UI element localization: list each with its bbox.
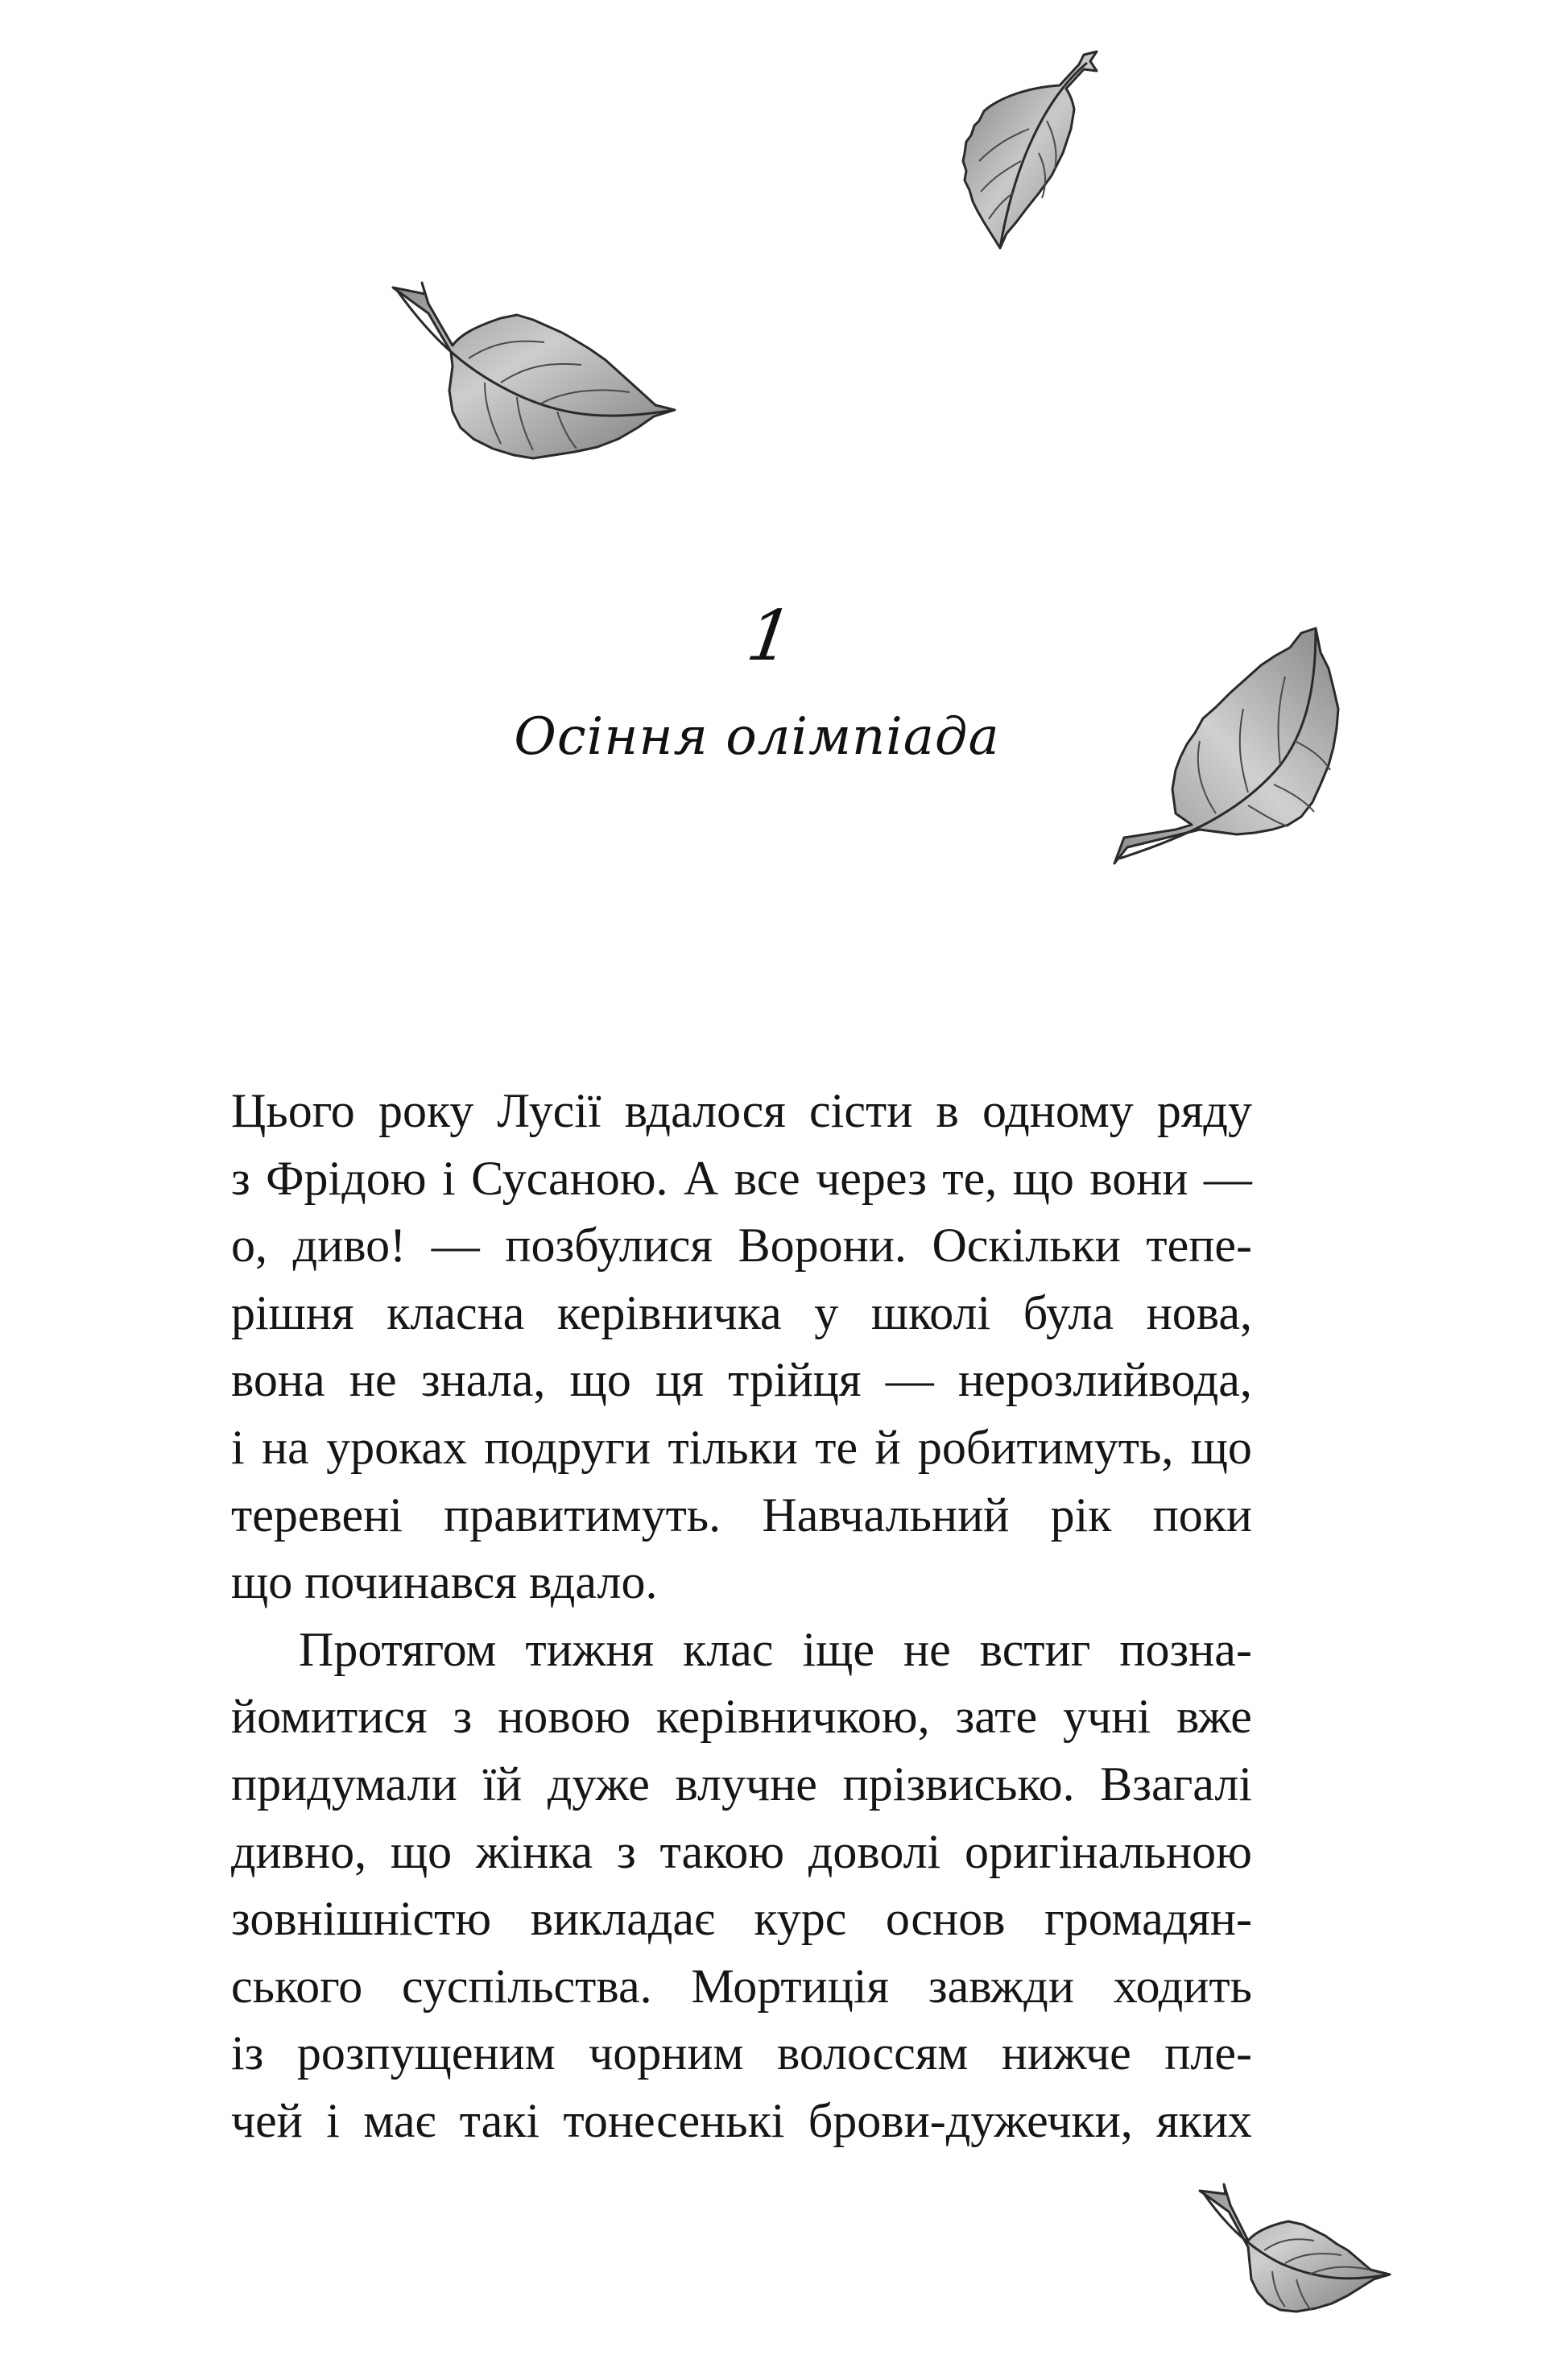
word: із bbox=[231, 2026, 264, 2080]
word: що bbox=[390, 1824, 453, 1878]
word: тонесенькі bbox=[563, 2093, 785, 2147]
paragraph-1 bbox=[231, 1078, 1252, 1616]
text-line bbox=[231, 1414, 1252, 1482]
leaf-icon bbox=[1184, 2167, 1401, 2328]
word: вона bbox=[231, 1353, 325, 1407]
text-line bbox=[231, 1885, 1252, 1953]
chapter-body bbox=[231, 1078, 1252, 2155]
word: суспільства. bbox=[402, 1959, 652, 2013]
chapter-number: 1 bbox=[742, 596, 798, 677]
word: Ворони. bbox=[738, 1219, 907, 1273]
word: влучне bbox=[675, 1757, 817, 1811]
word: оригінальною bbox=[965, 1824, 1252, 1878]
text-line bbox=[231, 1819, 1252, 1886]
word: рішня bbox=[231, 1285, 354, 1339]
word: була bbox=[1023, 1285, 1114, 1339]
word: те, bbox=[942, 1151, 998, 1205]
word: керівничкою, bbox=[655, 1690, 930, 1744]
word: правитимуть. bbox=[444, 1488, 721, 1542]
word: такою bbox=[659, 1824, 785, 1878]
word: те bbox=[815, 1420, 858, 1474]
word: Протягом bbox=[299, 1622, 497, 1676]
word: громадян- bbox=[1044, 1892, 1252, 1946]
word: і bbox=[231, 1420, 245, 1474]
word: ходить bbox=[1113, 1959, 1252, 2013]
word: трійця bbox=[728, 1353, 862, 1407]
word: тільки bbox=[668, 1420, 798, 1474]
word: брови-дужечки, bbox=[808, 2093, 1133, 2147]
word: о, bbox=[231, 1219, 267, 1273]
word: тепе- bbox=[1146, 1219, 1252, 1273]
word: школі bbox=[870, 1285, 991, 1339]
word: — bbox=[431, 1219, 480, 1273]
word: одному bbox=[982, 1084, 1134, 1137]
word: волоссям bbox=[776, 2026, 969, 2080]
word: іще bbox=[802, 1622, 874, 1676]
word: — bbox=[885, 1353, 934, 1407]
word: розпущеним bbox=[296, 2026, 556, 2080]
word: вдалося bbox=[624, 1084, 786, 1137]
word: тижня bbox=[525, 1622, 655, 1676]
word: рік bbox=[1050, 1488, 1112, 1542]
word: клас bbox=[683, 1622, 774, 1676]
word: встиг bbox=[979, 1622, 1091, 1676]
word: прізвисько. bbox=[842, 1757, 1075, 1811]
word: Фрідою bbox=[266, 1151, 427, 1205]
word: придумали bbox=[231, 1757, 457, 1811]
word: через bbox=[816, 1151, 927, 1205]
text-line bbox=[231, 1145, 1252, 1213]
paragraph-2 bbox=[231, 1616, 1252, 2155]
word: ряду bbox=[1156, 1084, 1252, 1137]
word: дуже bbox=[547, 1757, 650, 1811]
word: у bbox=[814, 1285, 839, 1339]
word: пле- bbox=[1164, 2026, 1252, 2080]
word: жінка bbox=[476, 1824, 593, 1878]
word: подруги bbox=[484, 1420, 651, 1474]
word: Оскільки bbox=[932, 1219, 1121, 1273]
text-line: що починався вдало. bbox=[231, 1555, 658, 1609]
word: диво! bbox=[292, 1219, 407, 1273]
word: завжди bbox=[928, 1959, 1074, 2013]
word: уроках bbox=[326, 1420, 467, 1474]
text-line bbox=[231, 1616, 1252, 1684]
word: йомитися bbox=[231, 1690, 428, 1744]
word: такі bbox=[459, 2093, 540, 2147]
word: року bbox=[378, 1084, 474, 1137]
word: дивно, bbox=[231, 1824, 367, 1878]
word: Навчальний bbox=[762, 1488, 1010, 1542]
word: А bbox=[683, 1151, 719, 1205]
word: і bbox=[441, 1151, 456, 1205]
word: Цього bbox=[231, 1084, 355, 1137]
chapter-title: Осіння олімпіада bbox=[514, 707, 1000, 767]
word: в bbox=[936, 1084, 959, 1137]
word: їй bbox=[482, 1757, 523, 1811]
word: і bbox=[326, 2093, 340, 2147]
word: зовнішністю bbox=[231, 1892, 492, 1946]
word: класна bbox=[386, 1285, 525, 1339]
text-line bbox=[231, 1212, 1252, 1280]
leaf-icon bbox=[926, 32, 1103, 258]
word: керівничка bbox=[557, 1285, 782, 1339]
word: яких bbox=[1156, 2093, 1252, 2147]
word: що bbox=[1190, 1420, 1252, 1474]
word: має bbox=[363, 2093, 436, 2147]
word: нерозлийвода, bbox=[957, 1353, 1252, 1407]
word: основ bbox=[885, 1892, 1006, 1946]
text-line bbox=[231, 1482, 1252, 1550]
word: — bbox=[1203, 1151, 1252, 1205]
text-line bbox=[231, 1347, 1252, 1414]
text-line bbox=[231, 1683, 1252, 1751]
word: позбулися bbox=[505, 1219, 713, 1273]
text-line bbox=[231, 1280, 1252, 1347]
word: чей bbox=[231, 2093, 303, 2147]
word: викладає bbox=[530, 1892, 715, 1946]
word: зате bbox=[955, 1690, 1038, 1744]
word: Лусії bbox=[497, 1084, 601, 1137]
word: позна- bbox=[1119, 1622, 1252, 1676]
word: новою bbox=[498, 1690, 631, 1744]
word: курс bbox=[754, 1892, 847, 1946]
text-line bbox=[231, 2020, 1252, 2088]
word: нижче bbox=[1001, 2026, 1131, 2080]
word: що bbox=[569, 1353, 631, 1407]
word: з bbox=[453, 1690, 473, 1744]
word: Сусаною. bbox=[471, 1151, 668, 1205]
word: все bbox=[734, 1151, 800, 1205]
leaf-icon bbox=[372, 262, 686, 463]
word: нова, bbox=[1146, 1285, 1252, 1339]
word: Мортиція bbox=[691, 1959, 890, 2013]
word: ця bbox=[655, 1353, 704, 1407]
word: учні bbox=[1063, 1690, 1151, 1744]
text-line bbox=[231, 2088, 1252, 2155]
text-line bbox=[231, 1751, 1252, 1819]
word: вони bbox=[1089, 1151, 1188, 1205]
word: знала, bbox=[420, 1353, 546, 1407]
word: поки bbox=[1152, 1488, 1252, 1542]
text-line bbox=[231, 1953, 1252, 2021]
word: сісти bbox=[809, 1084, 913, 1137]
word: не bbox=[349, 1353, 397, 1407]
word: доволі bbox=[808, 1824, 941, 1878]
text-line bbox=[231, 1078, 1252, 1145]
word: теревені bbox=[231, 1488, 403, 1542]
word: що bbox=[1012, 1151, 1074, 1205]
word: на bbox=[262, 1420, 309, 1474]
word: й bbox=[874, 1420, 901, 1474]
word: не bbox=[903, 1622, 951, 1676]
word: Взагалі bbox=[1100, 1757, 1252, 1811]
word: з bbox=[231, 1151, 250, 1205]
word: ського bbox=[231, 1959, 363, 2013]
word: чорним bbox=[589, 2026, 744, 2080]
word: з bbox=[616, 1824, 636, 1878]
word: вже bbox=[1176, 1690, 1252, 1744]
word: робитимуть, bbox=[917, 1420, 1174, 1474]
